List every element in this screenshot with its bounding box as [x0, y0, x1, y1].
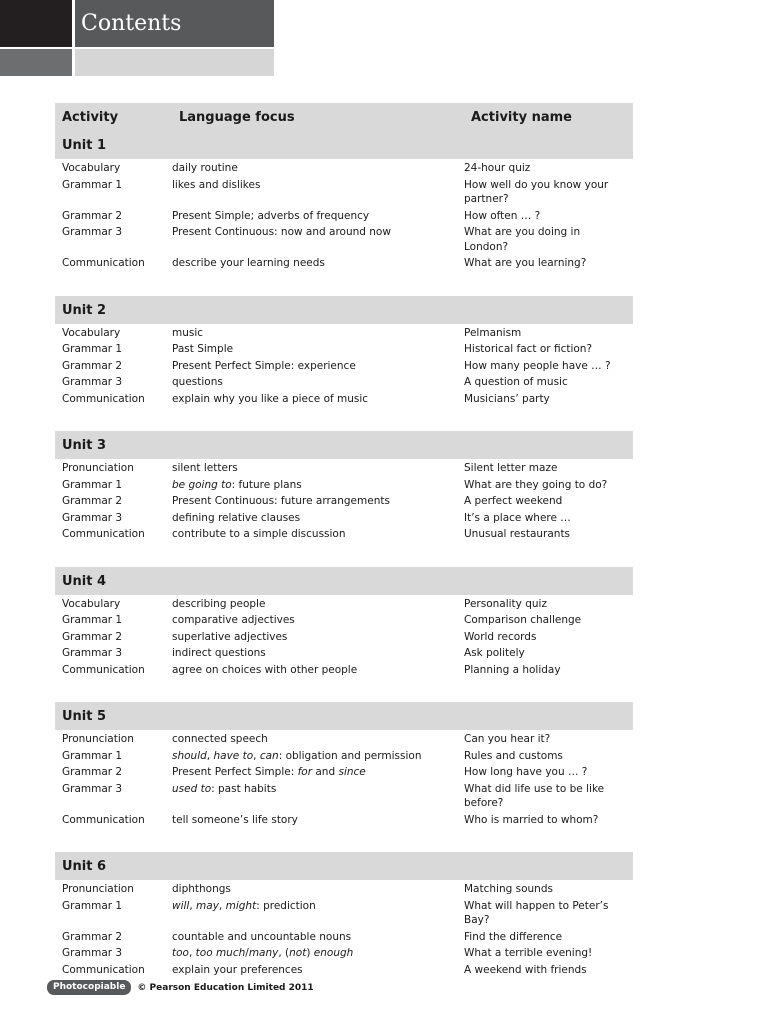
activity-name-cell: Find the difference — [464, 930, 563, 943]
activity-name-cell: Planning a holiday — [464, 663, 561, 676]
language-focus-cell: daily routine — [172, 162, 238, 174]
activity-cell: Grammar 3 — [62, 947, 123, 959]
unit-section — [55, 852, 633, 977]
language-focus-cell: comparative adjectives — [172, 614, 295, 626]
activity-cell: Grammar 3 — [62, 782, 123, 795]
table-row — [55, 178, 633, 207]
activity-cell: Grammar 2 — [62, 930, 123, 943]
activity-name-cell: Musicians’ party — [464, 392, 550, 405]
activity-cell: Grammar 3 — [62, 647, 123, 659]
activity-name-cell: Personality quiz — [464, 597, 547, 610]
table-row — [55, 478, 633, 493]
language-focus-cell: Present Continuous: future arrangements — [172, 495, 390, 507]
language-focus-cell: Present Perfect Simple: experience — [172, 359, 356, 372]
language-focus-cell: questions — [172, 376, 223, 388]
table-row — [55, 461, 633, 476]
activity-cell: Grammar 2 — [62, 766, 123, 778]
table-header — [55, 103, 633, 131]
activity-cell: Vocabulary — [62, 162, 121, 174]
emphasised-term: have to — [213, 749, 254, 762]
unit-rows — [55, 459, 633, 542]
activity-cell: Grammar 1 — [62, 749, 123, 762]
table-row — [55, 342, 633, 357]
language-focus-cell: Past Simple — [172, 343, 234, 355]
table-row — [55, 613, 633, 628]
activity-cell: Grammar 2 — [62, 359, 123, 372]
header-block-light — [75, 49, 274, 76]
table-row — [55, 899, 633, 928]
focus-text: , — [253, 749, 260, 762]
activity-cell: Vocabulary — [62, 597, 121, 610]
focus-text: : prediction — [256, 899, 316, 912]
language-focus-cell — [172, 899, 464, 928]
table-row — [55, 511, 633, 526]
language-focus-cell: Present Continuous: now and around now — [172, 226, 391, 238]
table-row — [55, 359, 633, 374]
activity-name-cell: A weekend with friends — [464, 963, 587, 976]
emphasised-term: might — [225, 899, 257, 912]
focus-text: : obligation and permission — [278, 749, 422, 762]
language-focus-cell: likes and dislikes — [172, 178, 261, 191]
activity-cell: Grammar 2 — [62, 495, 123, 507]
unit-section — [55, 567, 633, 678]
language-focus-cell: silent letters — [172, 462, 238, 474]
activity-name-cell: What will happen to Peter’s Bay? — [464, 899, 609, 926]
activity-name-cell: 24-hour quiz — [464, 162, 531, 174]
emphasised-term: should — [172, 749, 207, 762]
table-row — [55, 930, 633, 945]
unit-heading — [55, 567, 633, 595]
activity-name-cell: How well do you know your partner? — [464, 178, 609, 205]
language-focus-cell: diphthongs — [172, 883, 231, 895]
unit-title: Unit 2 — [62, 302, 107, 318]
focus-text: / — [245, 947, 249, 959]
table-row — [55, 326, 633, 341]
focus-text: and — [312, 766, 339, 778]
table-row — [55, 375, 633, 390]
activity-cell: Pronunciation — [62, 462, 134, 474]
language-focus-cell: connected speech — [172, 733, 268, 745]
table-row — [55, 630, 633, 645]
unit-heading — [55, 296, 633, 324]
copyright-text: © Pearson Education Limited 2011 — [137, 982, 314, 993]
activity-cell: Communication — [62, 963, 145, 976]
unit-rows — [55, 730, 633, 827]
emphasised-term: will — [172, 899, 190, 912]
unit-section — [55, 702, 633, 827]
activity-name-cell: World records — [464, 630, 537, 643]
activity-cell: Communication — [62, 392, 145, 405]
activity-cell: Vocabulary — [62, 326, 121, 339]
focus-text: , — [188, 947, 196, 959]
contents-table — [55, 103, 633, 1002]
unit-rows — [55, 595, 633, 678]
table-row — [55, 882, 633, 897]
activity-name-cell: Matching sounds — [464, 883, 553, 895]
emphasised-term: too — [172, 947, 189, 959]
table-row — [55, 749, 633, 764]
language-focus-cell — [172, 749, 464, 764]
focus-text: ) — [306, 947, 314, 959]
unit-title: Unit 1 — [62, 138, 107, 153]
page-title: Contents — [81, 11, 182, 36]
unit-rows — [55, 880, 633, 977]
activity-cell: Grammar 1 — [62, 614, 123, 626]
activity-cell: Grammar 2 — [62, 209, 123, 222]
table-row — [55, 732, 633, 747]
unit-heading — [55, 131, 633, 159]
activity-name-cell: What a terrible evening! — [464, 947, 593, 959]
table-row — [55, 494, 633, 509]
table-row — [55, 527, 633, 542]
activity-name-cell: What are they going to do? — [464, 478, 608, 491]
unit-section — [55, 131, 633, 271]
unit-title: Unit 6 — [62, 859, 107, 874]
photocopiable-badge: Photocopiable — [47, 980, 131, 995]
language-focus-cell: superlative adjectives — [172, 630, 288, 643]
table-row — [55, 209, 633, 224]
activity-name-cell: What are you doing in London? — [464, 226, 581, 253]
emphasised-term: since — [338, 766, 366, 778]
table-row — [55, 225, 633, 254]
language-focus-cell: tell someone’s life story — [172, 813, 298, 826]
column-header-activity: Activity — [62, 110, 119, 125]
language-focus-cell: describing people — [172, 597, 266, 610]
unit-heading — [55, 431, 633, 459]
language-focus-cell: contribute to a simple discussion — [172, 528, 346, 540]
activity-cell: Grammar 2 — [62, 630, 123, 643]
emphasised-term: may — [196, 899, 219, 912]
focus-text: , — [206, 749, 214, 762]
language-focus-cell — [172, 782, 464, 811]
unit-heading — [55, 702, 633, 730]
language-focus-cell: describe your learning needs — [172, 257, 325, 269]
emphasised-term: for — [297, 766, 313, 778]
table-row — [55, 782, 633, 811]
focus-text: : past habits — [211, 782, 277, 795]
activity-cell: Grammar 1 — [62, 478, 123, 491]
activity-name-cell: How long have you … ? — [464, 766, 588, 778]
emphasised-term: many — [248, 947, 279, 959]
unit-list — [55, 131, 633, 977]
table-row — [55, 597, 633, 612]
activity-name-cell: Who is married to whom? — [464, 813, 599, 826]
activity-cell: Grammar 1 — [62, 178, 123, 191]
activity-cell: Grammar 1 — [62, 343, 123, 355]
column-header-language-focus: Language focus — [179, 110, 295, 125]
table-row — [55, 663, 633, 678]
activity-name-cell: Unusual restaurants — [464, 528, 571, 540]
emphasised-term: too much — [195, 947, 246, 959]
unit-heading — [55, 852, 633, 880]
unit-title: Unit 4 — [62, 573, 107, 589]
activity-cell: Communication — [62, 813, 145, 826]
activity-cell: Communication — [62, 257, 145, 269]
activity-cell: Pronunciation — [62, 733, 134, 745]
language-focus-cell — [172, 946, 464, 961]
activity-name-cell: It’s a place where … — [464, 511, 571, 524]
activity-cell: Grammar 1 — [62, 899, 123, 912]
emphasised-term: be going to — [172, 478, 232, 491]
table-row — [55, 946, 633, 961]
activity-name-cell: Ask politely — [464, 647, 525, 659]
activity-name-cell: How many people have … ? — [464, 359, 611, 372]
language-focus-cell: agree on choices with other people — [172, 663, 358, 676]
activity-name-cell: Historical fact or fiction? — [464, 343, 593, 355]
activity-cell: Pronunciation — [62, 883, 134, 895]
language-focus-cell: explain why you like a piece of music — [172, 392, 369, 405]
table-row — [55, 392, 633, 407]
unit-section — [55, 296, 633, 407]
unit-section — [55, 431, 633, 542]
language-focus-cell — [172, 765, 464, 780]
activity-cell: Communication — [62, 663, 145, 676]
unit-rows — [55, 324, 633, 407]
unit-rows — [55, 159, 633, 271]
activity-cell: Grammar 3 — [62, 376, 123, 388]
table-row — [55, 161, 633, 176]
activity-cell: Grammar 3 — [62, 511, 123, 524]
language-focus-cell: indirect questions — [172, 647, 266, 659]
activity-name-cell: How often … ? — [464, 209, 541, 222]
activity-name-cell: A question of music — [464, 376, 568, 388]
table-row — [55, 256, 633, 271]
footer — [47, 980, 314, 995]
column-header-activity-name: Activity name — [471, 110, 572, 125]
emphasised-term: used to — [172, 782, 212, 795]
focus-text: , — [189, 899, 197, 912]
table-row — [55, 813, 633, 828]
activity-cell: Communication — [62, 528, 145, 540]
emphasised-term: enough — [313, 947, 354, 959]
activity-name-cell: What did life use to be like before? — [464, 782, 605, 809]
activity-name-cell: What are you learning? — [464, 257, 587, 269]
activity-name-cell: Can you hear it? — [464, 733, 551, 745]
emphasised-term: can — [259, 749, 279, 762]
focus-text: , — [218, 899, 226, 912]
activity-name-cell: Rules and customs — [464, 749, 563, 762]
activity-cell: Grammar 3 — [62, 226, 123, 238]
header-block-grey — [0, 49, 72, 76]
unit-title: Unit 5 — [62, 709, 107, 724]
activity-name-cell: Comparison challenge — [464, 614, 582, 626]
focus-text: Present Perfect Simple: — [172, 766, 298, 778]
table-row — [55, 646, 633, 661]
unit-title: Unit 3 — [62, 438, 107, 453]
emphasised-term: not — [289, 947, 307, 959]
activity-name-cell: Silent letter maze — [464, 462, 558, 474]
activity-name-cell: Pelmanism — [464, 326, 522, 339]
language-focus-cell: explain your preferences — [172, 963, 303, 976]
language-focus-cell: music — [172, 326, 204, 339]
activity-name-cell: A perfect weekend — [464, 495, 563, 507]
language-focus-cell: defining relative clauses — [172, 511, 301, 524]
language-focus-cell: Present Simple; adverbs of frequency — [172, 209, 370, 222]
header-block-black — [0, 0, 72, 47]
language-focus-cell — [172, 478, 464, 493]
table-row — [55, 765, 633, 780]
focus-text: , ( — [278, 947, 290, 959]
language-focus-cell: countable and uncountable nouns — [172, 930, 352, 943]
table-row — [55, 963, 633, 978]
focus-text: : future plans — [231, 478, 302, 491]
